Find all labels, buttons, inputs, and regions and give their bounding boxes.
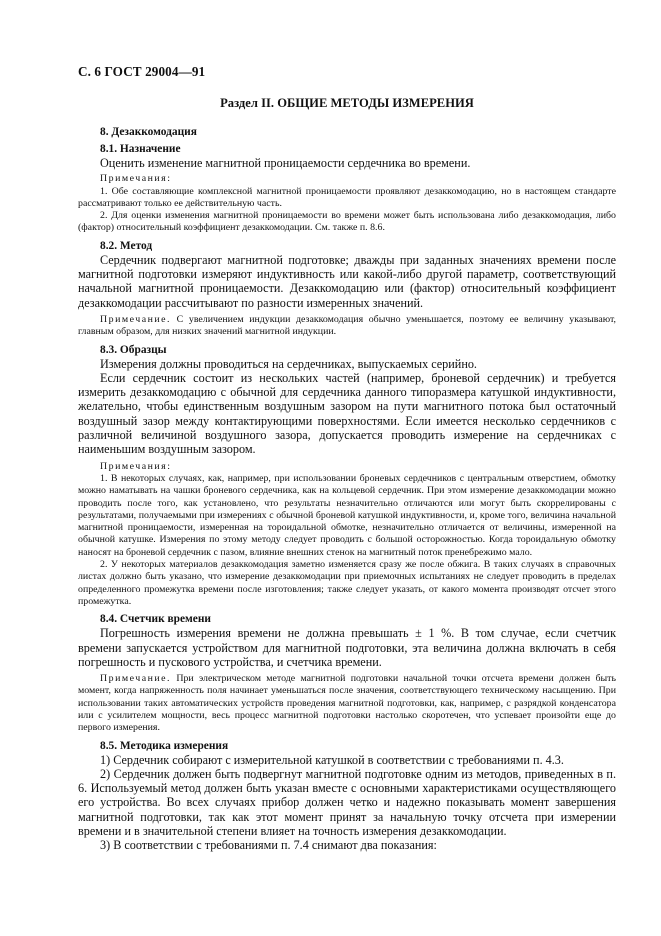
list-item-8-5-2: 2) Сердечник должен быть подвергнут магнитной подготовке одним из методов, приведенных в п. 6. Используемый метод должен быть указан вместе с основными характеристиками осуществляющего его устройства. Во всех случаях прибор должен четко и надежно показывать момент завершения магнитной подготовки, так как этот момент принят за начальную точку отсчета при измерении времени и в значительной степени влияет на точность измерения дезаккомодации.: [78, 766, 616, 839]
heading-8-1: 8.1. Назначение: [100, 143, 181, 155]
note-8-2: [78, 314, 616, 339]
heading-8: 8. Дезаккомодация: [100, 126, 197, 138]
page-header: С. 6 ГОСТ 29004—91: [78, 64, 206, 79]
paragraph-8-2: Сердечник подвергают магнитной подготовке; дважды при заданных значениях времени после магнитной подготовки измеряют индуктивность или какой-либо другой параметр, соответствующий начальной магнитной проницаемости. Дезаккомодацию или (фактор) относительный коэффициент дезаккомодации рассчитывают по разности измеренных значений.: [78, 252, 616, 310]
note-8-1-1: 1. Обе составляющие комплексной магнитной проницаемости проявляют дезаккомодацию, но в настоящем стандарте рассматривают только ее действительную часть.: [78, 185, 616, 209]
document-body: [78, 125, 616, 853]
note-label-8-2: Примечание.: [100, 313, 172, 325]
notes-label-8-3: Примечания:: [100, 460, 172, 472]
note-8-4: [78, 673, 616, 734]
list-item-8-5-3: 3) В соответствии с требованиями п. 7.4 снимают два показания:: [100, 838, 437, 853]
heading-8-5: 8.5. Методика измерения: [100, 739, 229, 752]
heading-8-2: 8.2. Метод: [100, 239, 153, 252]
paragraph-8-3-2: Если сердечник состоит из нескольких частей (например, броневой сердечник) и требуется измерить дезаккомодацию с обычной для сердечника данного типоразмера катушкой индуктивности, желательно, чтобы единственным воздушным зазором на пути магнитного потока был остаточный воздушный зазор между контактирующими поверхностями. Если имеется несколько сердечников с различной величиной воздушного зазора, допускается проводить измерение на сердечниках с наименьшим воздушным зазором.: [78, 370, 616, 457]
notes-label-8-1: Примечания:: [100, 173, 172, 185]
note-text-8-4: При электрическом методе магнитной подготовки начальной точки отсчета времени должен быть момент, когда напряженность поля начинает уменьшаться после значения, соответствующего техническому насыщению. При использовании таких автоматических устройств проведения магнитной подготовки, как, например, с разрядкой конденсатора или с усилителем мощности, весь процесс магнитной подготовки настолько скоротечен, что успевает произойти еще до первого измерения.: [78, 673, 616, 734]
heading-8-4: 8.4. Счетчик времени: [100, 613, 211, 626]
section-title: Раздел II. ОБЩИЕ МЕТОДЫ ИЗМЕРЕНИЯ: [220, 96, 474, 110]
list-item-8-5-1: 1) Сердечник собирают с измерительной катушкой в соответствии с требованиями п. 4.3.: [100, 752, 564, 767]
note-8-1-2: 2. Для оценки изменения магнитной проницаемости во времени может быть использована либо дезаккомодация, либо (фактор) относительный коэффициент дезаккомодации. См. также п. 8.6.: [78, 210, 616, 234]
note-8-3-2: 2. У некоторых материалов дезаккомодация заметно изменяется сразу же после обжига. В таких случаях в справочных листах должно быть указано, что измерение дезаккомодации при приемочных испытаниях не следует проводить в пределах определенного промежутка времени после изготовления; также следует указать, от какого момента производят отсчет этого промежутка.: [78, 559, 616, 607]
paragraph-8-3-1: Измерения должны проводиться на сердечниках, выпускаемых серийно.: [100, 356, 477, 371]
paragraph-8-4: Погрешность измерения времени не должна превышать ± 1 %. В том случае, если счетчик времени запускается устройством для магнитной подготовки, эта величина должна включать в себя погрешность и пускового устройства, и счетчика времени.: [78, 626, 616, 669]
note-text-8-2: С увеличением индукции дезаккомодация обычно уменьшается, поэтому ее величину указывают, главным образом, для низких значений магнитной индукции.: [78, 313, 617, 338]
heading-8-3: 8.3. Образцы: [100, 343, 167, 356]
note-8-3-1: 1. В некоторых случаях, как, например, при использовании броневых сердечников с центральным отверстием, обмотку можно наматывать на чашки броневого сердечника, как на кольцевой сердечник. При этом измерение дезаккомодации можно проводить после того, как установлено, что результаты незначительно отличаются или могут быть скоррелированы с результатами, получаемыми при измерениях с обычной броневой катушкой индуктивности, и, кроме того, величина начальной магнитной проницаемости, измеренная на тороидальной обмотке, незначительно отличается от величины, измеренной на обычной катушке. Измерения по этому методу следует проводить с большой осторожностью. Когда тороидальную обмотку наносят на броневой сердечник с пазом, влияние внешних стенок на магнитный поток пренебрежимо мало.: [78, 472, 616, 558]
paragraph-8-1: Оценить изменение магнитной проницаемости сердечника во времени.: [100, 156, 471, 170]
note-label-8-4: Примечание.: [100, 673, 172, 685]
